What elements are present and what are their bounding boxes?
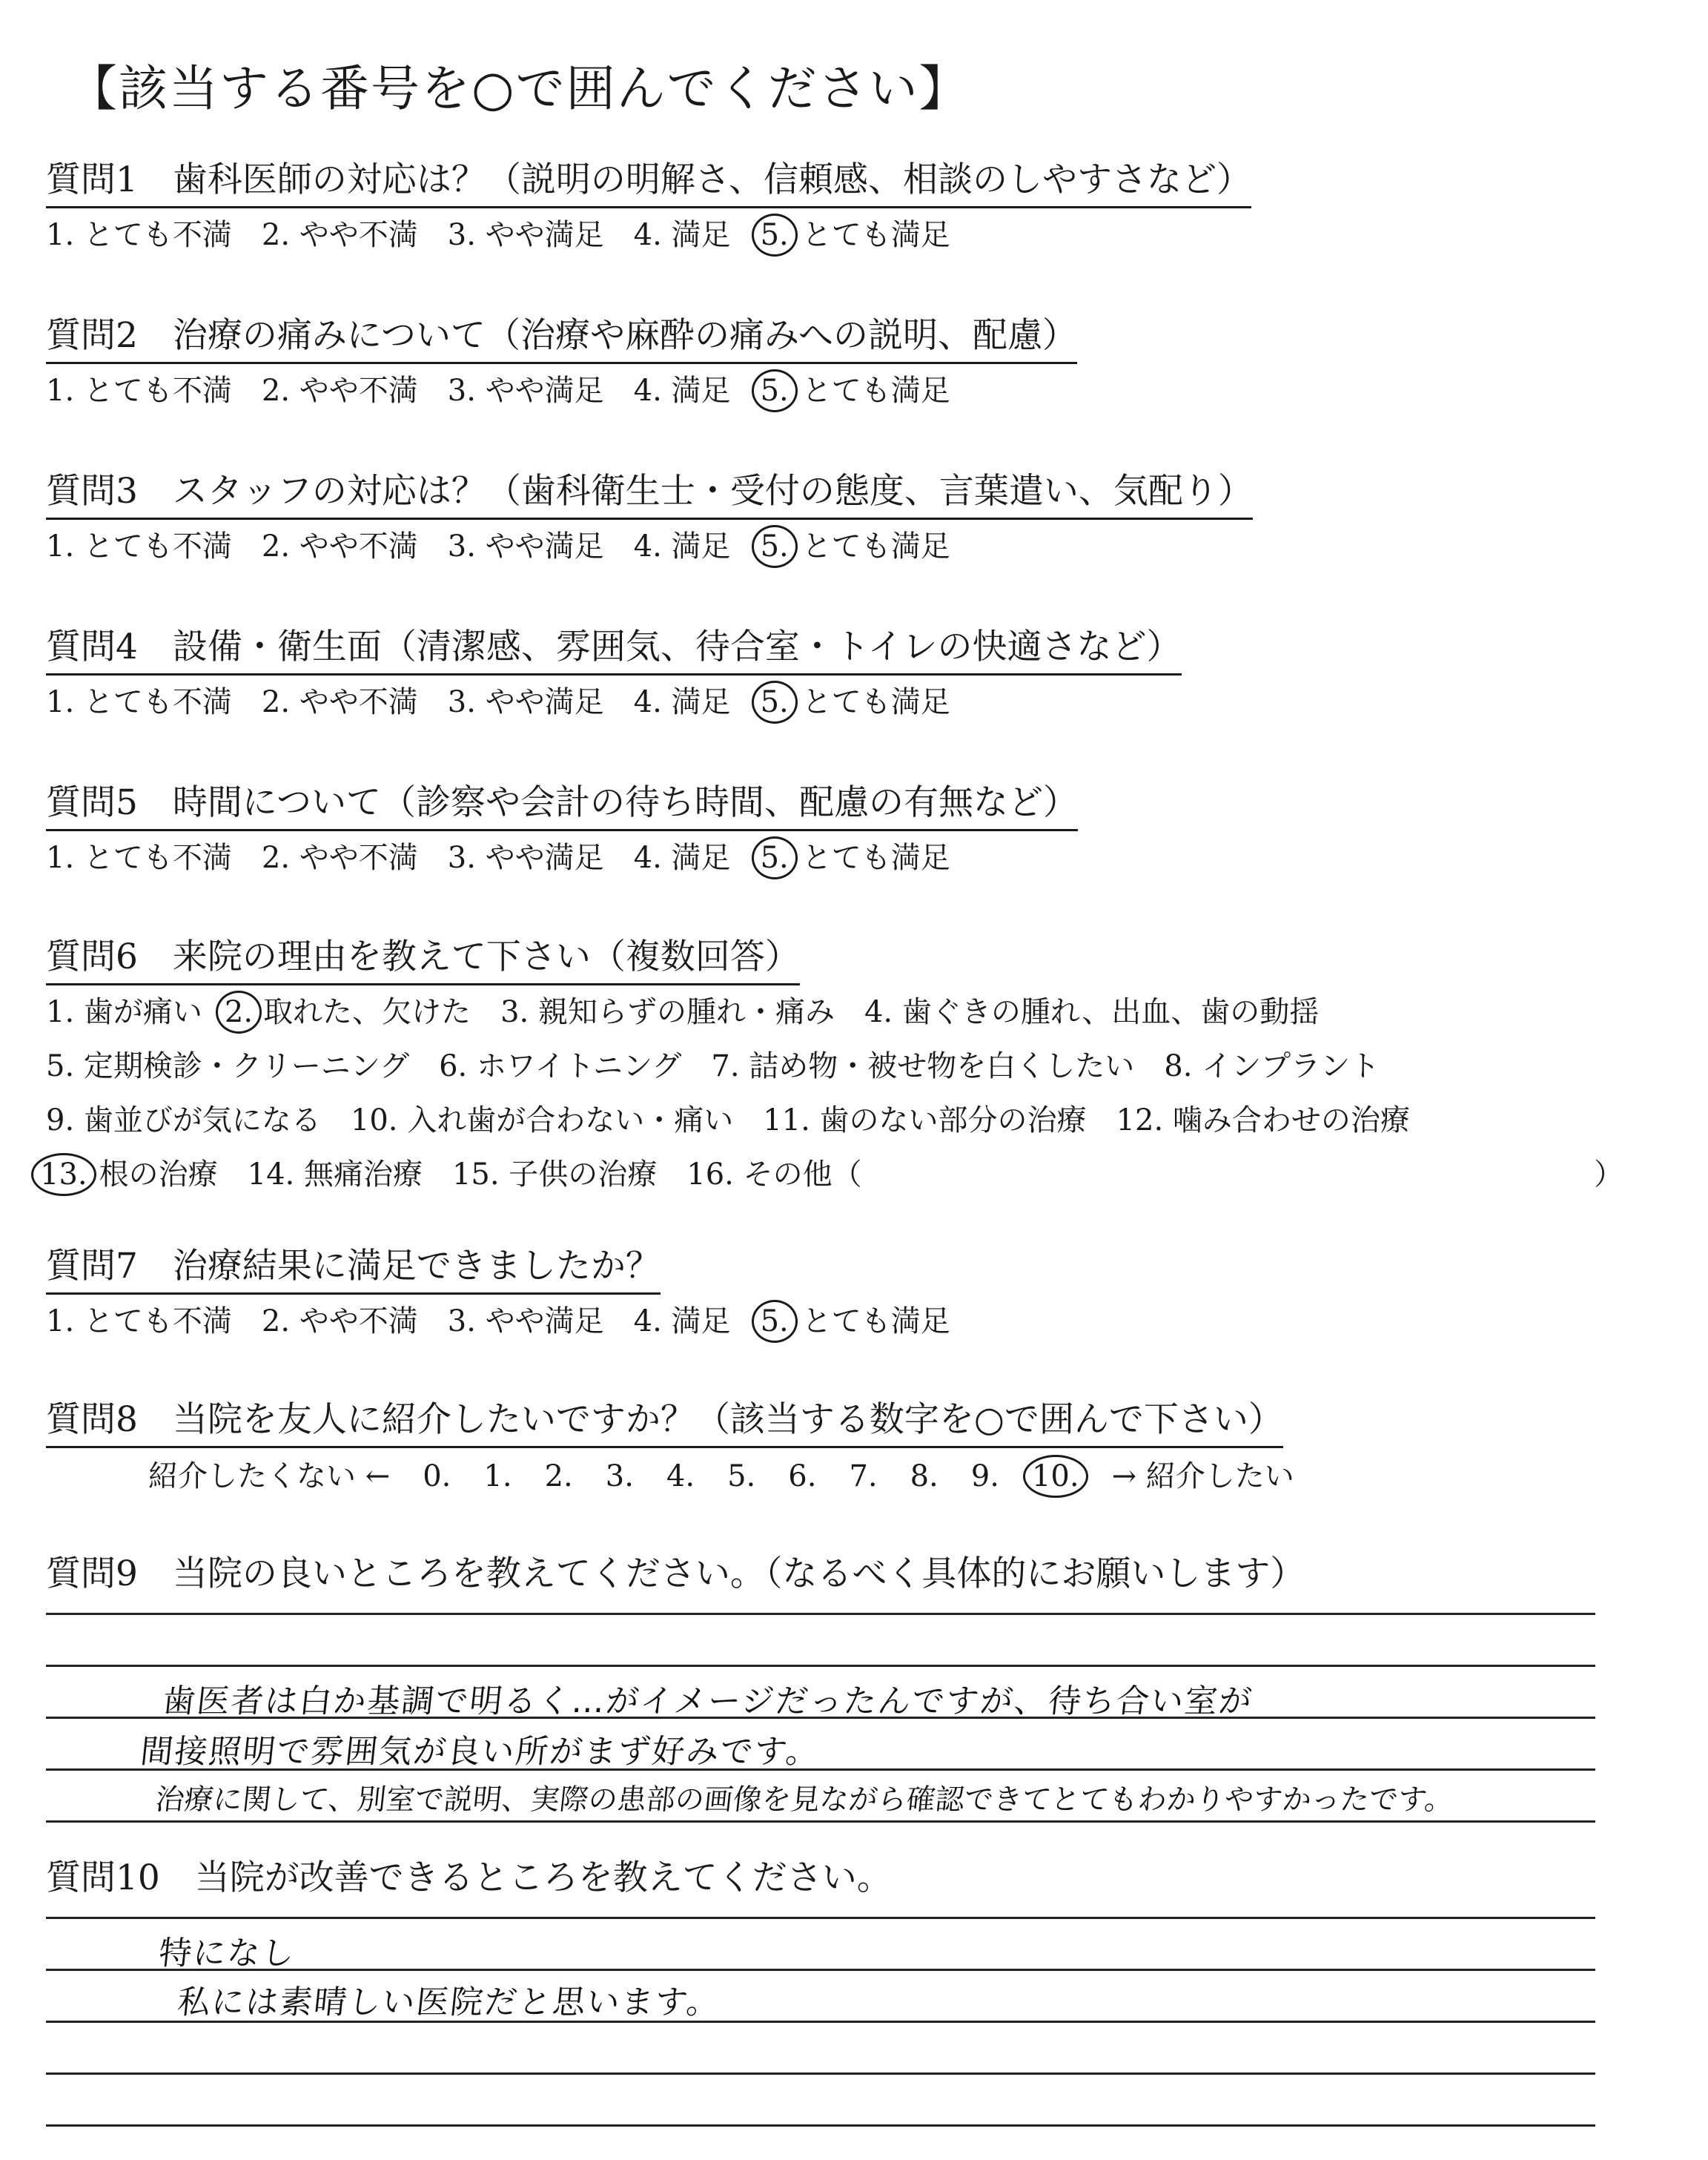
question-title: 質問6 来院の理由を教えて下さい（複数回答）	[46, 929, 800, 985]
option-5-number: 5.	[760, 529, 789, 564]
option-3[interactable]: 3. やや満足	[447, 218, 604, 252]
scale-5[interactable]: 5.	[727, 1459, 756, 1493]
option-5-circled[interactable]	[761, 218, 789, 252]
question-title: 質問2 治療の痛みについて（治療や麻酔の痛みへの説明、配慮）	[46, 308, 1077, 364]
satisfaction-options	[46, 834, 950, 876]
option-2[interactable]: 2. やや不満	[261, 374, 418, 408]
reason-15[interactable]: 15. 子供の治療	[451, 1157, 658, 1192]
handwritten-answer-line[interactable]: 治療に関して、別室で説明、実際の患部の画像を見ながら確認できてとてもわかりやすかったです。	[153, 1783, 1456, 1817]
option-5-label: とても満足	[801, 374, 950, 408]
scale-9[interactable]: 9.	[970, 1459, 999, 1493]
scale-left-label: 紹介したくない ←	[148, 1459, 391, 1493]
scale-7[interactable]: 7.	[849, 1459, 878, 1493]
option-2[interactable]: 2. やや不満	[261, 218, 418, 252]
option-5-number: 5.	[760, 685, 789, 719]
question-title: 質問10 当院が改善できるところを教えてください。	[46, 1857, 892, 1898]
reason-7[interactable]: 7. 詰め物・被せ物を白くしたい	[711, 1049, 1135, 1083]
reason-13-number: 13.	[40, 1157, 87, 1192]
satisfaction-options	[46, 678, 950, 721]
answer-line	[46, 1613, 1595, 1615]
reason-1[interactable]: 1. 歯が痛い	[46, 995, 202, 1029]
satisfaction-options	[46, 523, 950, 565]
answer-line	[46, 2073, 1595, 2075]
question-title: 質問3 スタッフの対応は？（歯科衛生士・受付の態度、言葉遣い、気配り）	[46, 463, 1253, 520]
other-close-paren: ）	[1594, 1157, 1623, 1192]
option-3[interactable]: 3. やや満足	[447, 374, 604, 408]
scale-8[interactable]: 8.	[910, 1459, 939, 1493]
question-title: 質問7 治療結果に満足できましたか？	[46, 1238, 661, 1295]
satisfaction-options	[46, 1298, 950, 1340]
handwritten-answer-line[interactable]: 特になし	[156, 1935, 298, 1972]
option-3[interactable]: 3. やや満足	[447, 1304, 604, 1338]
scale-3[interactable]: 3.	[605, 1459, 634, 1493]
option-5-number: 5.	[760, 841, 789, 875]
scale-1[interactable]: 1.	[483, 1459, 512, 1493]
option-3[interactable]: 3. やや満足	[447, 685, 604, 719]
satisfaction-options	[46, 367, 950, 409]
scale-right-label: → 紹介したい	[1111, 1459, 1294, 1493]
option-5-label: とても満足	[801, 1304, 950, 1338]
reason-11[interactable]: 11. 歯のない部分の治療	[763, 1103, 1087, 1137]
option-4[interactable]: 4. 満足	[633, 218, 731, 252]
handwritten-answer-line[interactable]: 間接照明で雰囲気が良い所がまず好みです。	[138, 1733, 822, 1771]
option-5-circled[interactable]	[761, 1304, 789, 1338]
answer-line	[46, 1820, 1595, 1823]
option-5-circled[interactable]	[761, 685, 789, 719]
reason-12[interactable]: 12. 噛み合わせの治療	[1116, 1103, 1410, 1137]
satisfaction-options	[46, 211, 950, 254]
reason-16[interactable]: 16. その他（	[686, 1157, 862, 1192]
reason-14[interactable]: 14. 無痛治療	[247, 1157, 423, 1192]
reason-2-number: 2.	[224, 995, 254, 1029]
answer-line	[46, 1665, 1595, 1667]
option-2[interactable]: 2. やや不満	[261, 1304, 418, 1338]
scale-10-circled[interactable]	[1032, 1459, 1079, 1493]
recommend-scale	[148, 1453, 1294, 1495]
reason-8[interactable]: 8. インプラント	[1164, 1049, 1380, 1083]
question-title: 質問4 設備・衛生面（清潔感、雰囲気、待合室・トイレの快適さなど）	[46, 619, 1182, 676]
option-1[interactable]: 1. とても不満	[46, 218, 232, 252]
option-4[interactable]: 4. 満足	[633, 1304, 731, 1338]
scale-10-number: 10.	[1031, 1459, 1079, 1493]
handwritten-answer-line[interactable]: 歯医者は白か基調で明るく…がイメージだったんですが、待ち合い室が	[160, 1682, 1255, 1720]
option-3[interactable]: 3. やや満足	[447, 841, 604, 875]
form-title: 【該当する番号を○で囲んでください】	[68, 60, 970, 117]
reason-6[interactable]: 6. ホワイトニング	[439, 1049, 682, 1083]
reason-2-label: 取れた、欠けた	[263, 995, 471, 1029]
option-2[interactable]: 2. やや不満	[261, 529, 418, 564]
option-3[interactable]: 3. やや満足	[447, 529, 604, 564]
reason-2-circled[interactable]	[225, 995, 253, 1029]
option-1[interactable]: 1. とても不満	[46, 374, 232, 408]
answer-line	[46, 2124, 1595, 2127]
scale-2[interactable]: 2.	[544, 1459, 573, 1493]
reason-13-label: 根の治療	[99, 1157, 218, 1192]
option-5-number: 5.	[760, 374, 789, 408]
question-title: 質問8 当院を友人に紹介したいですか？（該当する数字を○で囲んで下さい）	[46, 1392, 1283, 1448]
reason-4[interactable]: 4. 歯ぐきの腫れ、出血、歯の動揺	[864, 995, 1320, 1029]
reason-10[interactable]: 10. 入れ歯が合わない・痛い	[350, 1103, 734, 1137]
reasons-row-3	[46, 1097, 1410, 1139]
option-2[interactable]: 2. やや不満	[261, 685, 418, 719]
option-4[interactable]: 4. 満足	[633, 685, 731, 719]
option-5-label: とても満足	[801, 529, 950, 564]
reasons-row-4	[40, 1151, 862, 1193]
option-5-label: とても満足	[801, 218, 950, 252]
question-title: 質問5 時間について（診察や会計の待ち時間、配慮の有無など）	[46, 775, 1078, 831]
question-title: 質問1 歯科医師の対応は？（説明の明解さ、信頼感、相談のしやすさなど）	[46, 152, 1251, 208]
option-5-number: 5.	[760, 218, 789, 252]
option-2[interactable]: 2. やや不満	[261, 841, 418, 875]
option-1[interactable]: 1. とても不満	[46, 685, 232, 719]
handwritten-answer-line[interactable]: 私には素晴しい医院だと思います。	[175, 1984, 723, 2021]
reason-3[interactable]: 3. 親知らずの腫れ・痛み	[500, 995, 835, 1029]
reason-5[interactable]: 5. 定期検診・クリーニング	[46, 1049, 410, 1083]
reason-13-circled[interactable]	[40, 1157, 87, 1192]
reason-9[interactable]: 9. 歯並びが気になる	[46, 1103, 321, 1137]
option-5-circled[interactable]	[761, 529, 789, 564]
option-5-label: とても満足	[801, 685, 950, 719]
reasons-row-2	[46, 1043, 1380, 1085]
scale-6[interactable]: 6.	[788, 1459, 817, 1493]
option-5-circled[interactable]	[761, 841, 789, 875]
option-4[interactable]: 4. 満足	[633, 374, 731, 408]
answer-line	[46, 1917, 1595, 1919]
reasons-row-1	[46, 988, 1319, 1031]
scale-4[interactable]: 4.	[666, 1459, 695, 1493]
option-1[interactable]: 1. とても不満	[46, 529, 232, 564]
option-1[interactable]: 1. とても不満	[46, 1304, 232, 1338]
scale-0[interactable]: 0.	[423, 1459, 451, 1493]
option-5-number: 5.	[760, 1304, 789, 1338]
option-4[interactable]: 4. 満足	[633, 841, 731, 875]
question-title: 質問9 当院の良いところを教えてください。（なるべく具体的にお願いします）	[46, 1553, 1305, 1594]
option-1[interactable]: 1. とても不満	[46, 841, 232, 875]
option-5-label: とても満足	[801, 841, 950, 875]
option-4[interactable]: 4. 満足	[633, 529, 731, 564]
option-5-circled[interactable]	[761, 374, 789, 408]
